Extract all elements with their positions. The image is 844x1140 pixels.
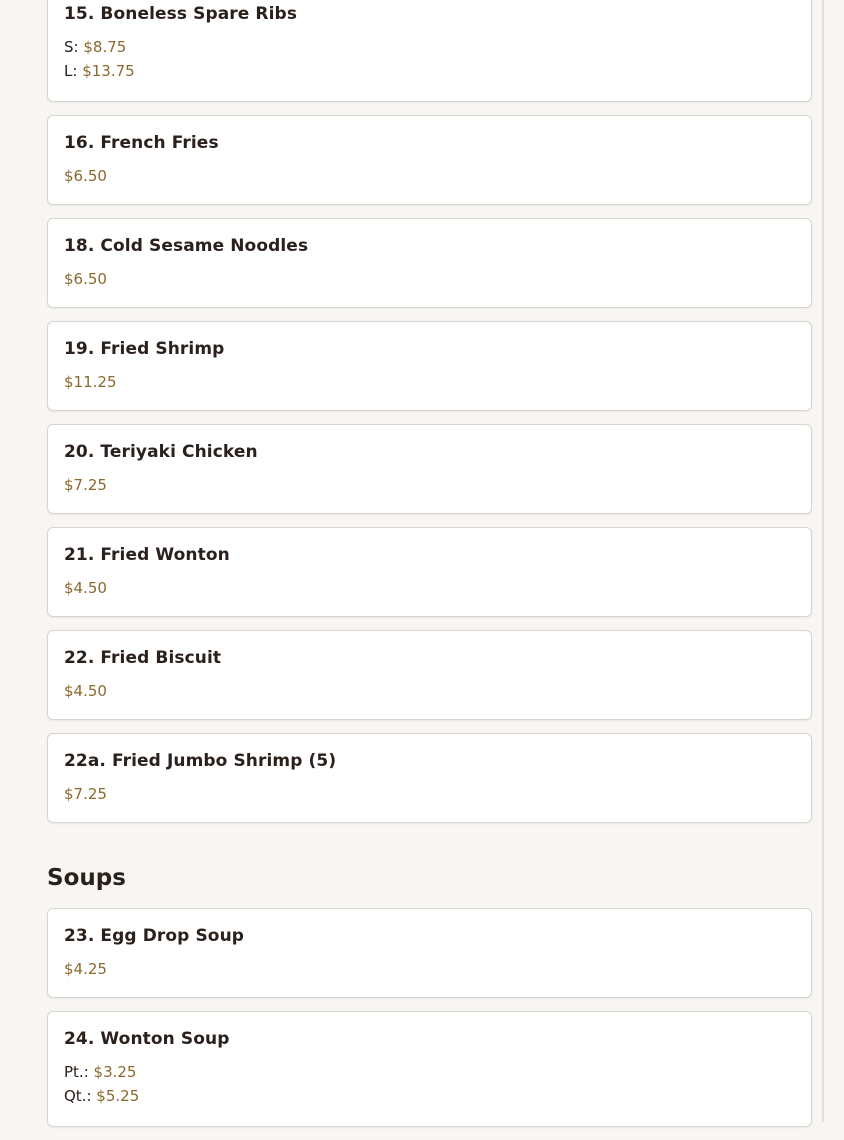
section-title-soups: Soups <box>47 865 126 891</box>
item-name: 20. Teriyaki Chicken <box>64 442 258 462</box>
menu-item[interactable] <box>47 527 812 617</box>
item-name: 22a. Fried Jumbo Shrimp (5) <box>64 751 337 771</box>
item-price: $7.25 <box>64 476 107 494</box>
size-label: Qt.: <box>64 1087 92 1105</box>
price-line-small <box>64 35 795 59</box>
item-price: $7.25 <box>64 785 107 803</box>
item-price: $4.50 <box>64 682 107 700</box>
item-name: 22. Fried Biscuit <box>64 648 222 668</box>
menu-item[interactable] <box>47 115 812 205</box>
item-name: 16. French Fries <box>64 133 219 153</box>
menu-item[interactable] <box>47 424 812 514</box>
menu-item[interactable] <box>47 1011 812 1127</box>
size-label: Pt.: <box>64 1063 89 1081</box>
item-price: $5.25 <box>96 1087 140 1105</box>
menu-item[interactable] <box>47 630 812 720</box>
size-label: S: <box>64 38 79 56</box>
item-name: 21. Fried Wonton <box>64 545 230 565</box>
item-price: $6.50 <box>64 270 107 288</box>
item-name: 24. Wonton Soup <box>64 1029 230 1049</box>
item-price: $11.25 <box>64 373 117 391</box>
menu-item[interactable] <box>47 218 812 308</box>
item-name: 23. Egg Drop Soup <box>64 926 245 946</box>
item-name: 19. Fried Shrimp <box>64 339 225 359</box>
menu-item[interactable] <box>47 0 812 102</box>
item-price: $4.25 <box>64 960 107 978</box>
price-line-pint <box>64 1060 795 1084</box>
item-price: $13.75 <box>82 62 135 80</box>
item-price: $8.75 <box>83 38 127 56</box>
menu-item[interactable] <box>47 908 812 998</box>
menu-item[interactable] <box>47 733 812 823</box>
item-name: 15. Boneless Spare Ribs <box>64 4 298 24</box>
item-name: 18. Cold Sesame Noodles <box>64 236 309 256</box>
price-line-large <box>64 59 795 83</box>
item-price: $6.50 <box>64 167 107 185</box>
size-label: L: <box>64 62 78 80</box>
item-price: $4.50 <box>64 579 107 597</box>
price-line-quart <box>64 1084 795 1108</box>
menu-content <box>47 0 812 1140</box>
menu-item[interactable] <box>47 321 812 411</box>
item-price: $3.25 <box>93 1063 137 1081</box>
page-right-border <box>822 0 824 1122</box>
